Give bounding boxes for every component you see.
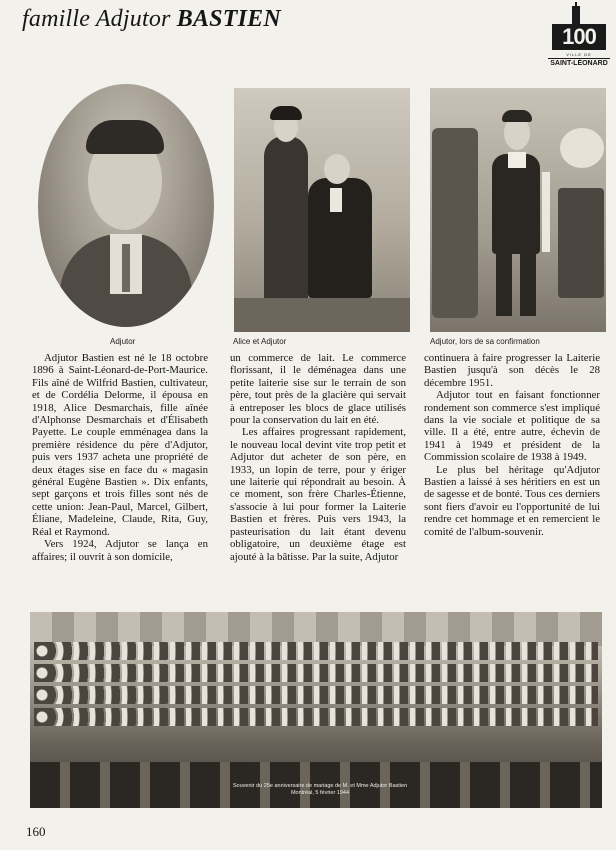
couple-photo: [234, 88, 410, 332]
couple-caption: Alice et Adjutor: [233, 337, 287, 346]
group-row-middle: [34, 686, 598, 704]
group-photo: [30, 612, 602, 808]
centennial-logo: [548, 4, 610, 70]
page-number: 160: [26, 824, 46, 839]
portrait-photo: [38, 84, 214, 327]
col3-paragraph-2: Adjutor tout en faisant fonctionner rondement son commerce s'est impliqué dans la vie sociale et politique de sa ville. Il a été, entre autre, échevin de 1941 à 1949 et président de la Commission scolaire de 1938 à 1949.: [424, 389, 600, 464]
title-prefix: famille Adjutor: [22, 6, 177, 32]
col2-paragraph-1: un commerce de lait. Le commerce florissant, il le déménagea dans une petite laiterie sise sur le terrain de son père, tout près de la glacière qui servait à entreposer les blocs de glace utilisés pour la conservation du lait en été.: [230, 352, 406, 427]
group-photo-drapery: [30, 612, 602, 646]
group-row-front: [34, 708, 598, 726]
col1-paragraph-1: Adjutor Bastien est né le 18 octobre 1896 à Saint-Léonard-de-Port-Maurice. Fils aîné de Wilfrid Bastien, cultivateur, et de Cordélia Delorme, il épousa en 1918, Alice Desmarchais, fille aînée d'Alphonse Desmarchais et d'Élisabeth Payette. Le couple emménagea dans la première résidence du père d'Adjutor, puis vers 1937 acheta une propriété de deux étages sise en face du « magasin général Eugène Bastien ». Dix enfants, sept garçons et trois filles sont nés de cette union: Jean-Paul, Marcel, Gilbert, Éliane, Madeleine, Claude, Rita, Guy, Réal et Raymond.: [32, 352, 208, 538]
page-title: [22, 6, 281, 33]
portrait-caption: Adjutor: [110, 337, 136, 346]
text-column-1: [32, 352, 208, 563]
group-caption-line-1: Souvenir du 25e anniversaire de mariage de M. et Mme Adjutor Bastien: [232, 783, 408, 789]
group-caption-line-2: Montréal, 5 février 1944: [290, 790, 350, 796]
logo-place: SAINT-LÉONARD: [548, 58, 610, 67]
text-column-3: [424, 352, 600, 538]
group-photo-caption: [170, 783, 470, 797]
col2-paragraph-2: Les affaires progressant rapidement, le nouveau local devint vite trop petit et Adjutor dut acheter de son père, en 1933, un lopin de terre, pour y ériger une laiterie qui répondrait au besoin. À ce moment, son frère Charles-Étienne, s'associe à lui pour former la Laiterie Bastien et frères. Puis vers 1943, la pasteurisation du lait étant devenu obligatoire, un deuxième étage est ajouté à la bâtisse. Par la suite, Adjutor: [230, 426, 406, 563]
confirmation-caption: Adjutor, lors de sa confirmation: [430, 337, 540, 346]
church-tower-icon: [572, 6, 580, 24]
col3-paragraph-3: Le plus bel héritage qu'Adjutor Bastien a laissé à ses héritiers en est un de sagesse et de bonté. Tous ces derniers sont fiers d'avoir eu l'opportunité de lui rendre cet hommage et en remercient le comité de l'album-souvenir.: [424, 463, 600, 538]
title-surname: BASTIEN: [176, 6, 281, 32]
group-row-back: [34, 642, 598, 660]
logo-tagline: VILLE DE: [566, 52, 592, 57]
confirmation-photo: [430, 88, 606, 332]
group-row-upper: [34, 664, 598, 682]
col3-paragraph-1: continuera à faire progresser la Laiterie Bastien jusqu'à son décès le 28 décembre 1951.: [424, 352, 600, 389]
col1-paragraph-2: Vers 1924, Adjutor se lança en affaires; il ouvrit à son domicile,: [32, 538, 208, 563]
logo-number: 100: [552, 24, 606, 50]
text-column-2: [230, 352, 406, 563]
